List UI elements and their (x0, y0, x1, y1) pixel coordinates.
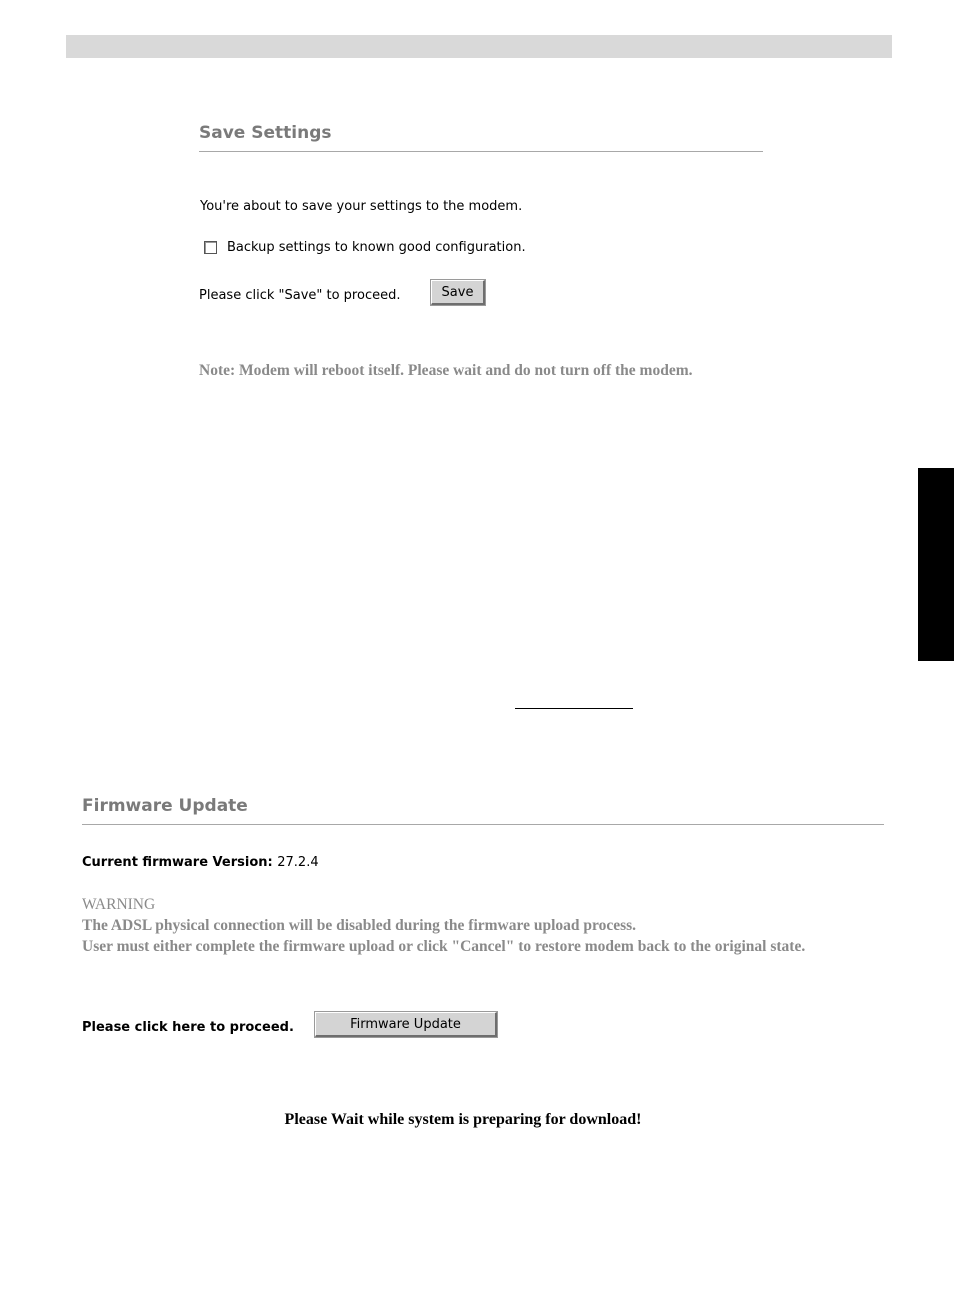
firmware-version-value: 27.2.4 (277, 855, 319, 870)
firmware-update-divider (82, 824, 884, 825)
page-header-bar (66, 35, 892, 58)
section-separator (515, 708, 633, 709)
firmware-update-button[interactable]: Firmware Update (315, 1012, 497, 1037)
side-tab-marker (918, 468, 954, 661)
reboot-note: Note: Modem will reboot itself. Please wait and do not turn off the modem. (199, 362, 693, 379)
firmware-warning (82, 894, 805, 957)
backup-settings-checkbox[interactable] (204, 241, 217, 254)
firmware-version-label: Current firmware Version: (82, 855, 273, 870)
save-proceed-text: Please click "Save" to proceed. (199, 288, 401, 303)
warning-title: WARNING (82, 896, 156, 913)
wait-message: Please Wait while system is preparing for download! (284, 1111, 642, 1128)
warning-line-1: The ADSL physical connection will be disabled during the firmware upload process. (82, 917, 637, 934)
save-settings-intro: You're about to save your settings to the modem. (200, 199, 523, 214)
firmware-version (82, 855, 319, 870)
warning-line-2: User must either complete the firmware upload or click "Cancel" to restore modem back to the original state. (82, 938, 806, 955)
backup-settings-label: Backup settings to known good configuration. (227, 240, 526, 255)
firmware-update-title: Firmware Update (82, 796, 248, 816)
firmware-proceed-text: Please click here to proceed. (82, 1020, 294, 1035)
save-button[interactable]: Save (431, 280, 485, 305)
save-settings-divider (199, 151, 763, 152)
save-settings-title: Save Settings (199, 123, 332, 143)
